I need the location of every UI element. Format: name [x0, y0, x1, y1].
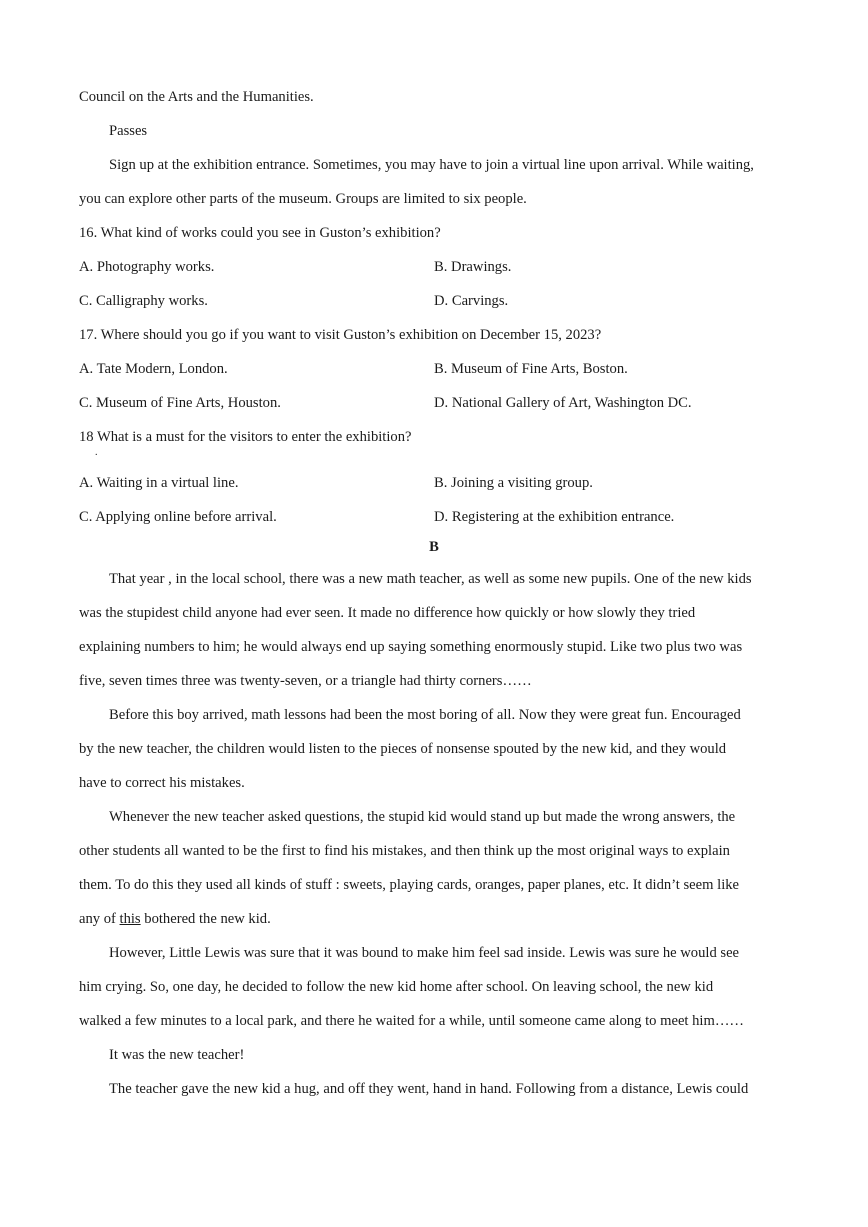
question-18-option-b: B. Joining a visiting group. [434, 475, 593, 491]
question-17-stem: 17. Where should you go if you want to visit Guston’s exhibition on December 15, 2023? [79, 327, 602, 343]
passage-line: That year , in the local school, there was a new math teacher, as well as some new pupils. One of the new kids [109, 571, 752, 587]
question-17-option-b: B. Museum of Fine Arts, Boston. [434, 361, 628, 377]
passage-line: However, Little Lewis was sure that it was bound to make him feel sad inside. Lewis was sure he would see [109, 945, 740, 961]
question-18-option-c: C. Applying online before arrival. [79, 509, 277, 525]
passes-text-line: Sign up at the exhibition entrance. Sometimes, you may have to join a virtual line upon arrival. While waiting, [109, 157, 754, 173]
section-b-heading: B [429, 539, 439, 555]
question-17-option-c: C. Museum of Fine Arts, Houston. [79, 395, 281, 411]
passage-line: him crying. So, one day, he decided to follow the new kid home after school. On leaving school, the new kid [79, 979, 714, 995]
passage-line: other students all wanted to be the first to find his mistakes, and then think up the most original ways to explain [79, 843, 730, 859]
passage-line: was the stupidest child anyone had ever seen. It made no difference how quickly or how slowly they tried [79, 605, 696, 621]
question-17-option-a: A. Tate Modern, London. [79, 361, 228, 377]
question-16-option-b: B. Drawings. [434, 259, 512, 275]
question-16-stem: 16. What kind of works could you see in Guston’s exhibition? [79, 225, 441, 241]
passes-text-line: you can explore other parts of the museum. Groups are limited to six people. [79, 191, 527, 207]
question-18-dot: . [95, 447, 98, 458]
question-16-option-d: D. Carvings. [434, 293, 509, 309]
passage-line: them. To do this they used all kinds of stuff : sweets, playing cards, oranges, paper planes, etc. It didn’t seem like [79, 877, 740, 893]
question-18-stem: 18 What is a must for the visitors to enter the exhibition? [79, 429, 412, 445]
question-18-option-a: A. Waiting in a virtual line. [79, 475, 239, 491]
passage-line: by the new teacher, the children would listen to the pieces of nonsense spouted by the new kid, and they would [79, 741, 727, 757]
underlined-word-this: this [119, 911, 141, 927]
question-18-option-d: D. Registering at the exhibition entrance. [434, 509, 675, 525]
passage-line: It was the new teacher! [109, 1047, 245, 1063]
passage-line: have to correct his mistakes. [79, 775, 245, 791]
passes-heading: Passes [109, 123, 148, 139]
passage-line: Whenever the new teacher asked questions, the stupid kid would stand up but made the wrong answers, the [109, 809, 736, 825]
passage-line-with-underline [79, 910, 271, 928]
passage-line-suffix: bothered the new kid. [144, 911, 271, 927]
passage-line: The teacher gave the new kid a hug, and off they went, hand in hand. Following from a distance, Lewis could [109, 1081, 749, 1097]
question-16-option-c: C. Calligraphy works. [79, 293, 208, 309]
question-17-option-d: D. National Gallery of Art, Washington DC. [434, 395, 692, 411]
question-16-option-a: A. Photography works. [79, 259, 215, 275]
ad-continued-text: Council on the Arts and the Humanities. [79, 89, 314, 105]
passage-line-prefix: any of [79, 911, 120, 927]
passage-line: walked a few minutes to a local park, and there he waited for a while, until someone came along to meet him…… [79, 1013, 745, 1029]
passage-line: Before this boy arrived, math lessons had been the most boring of all. Now they were great fun. Encouraged [109, 707, 741, 723]
passage-line: five, seven times three was twenty-seven, or a triangle had thirty corners…… [79, 673, 532, 689]
passage-line: explaining numbers to him; he would always end up saying something enormously stupid. Like two plus two was [79, 639, 743, 655]
